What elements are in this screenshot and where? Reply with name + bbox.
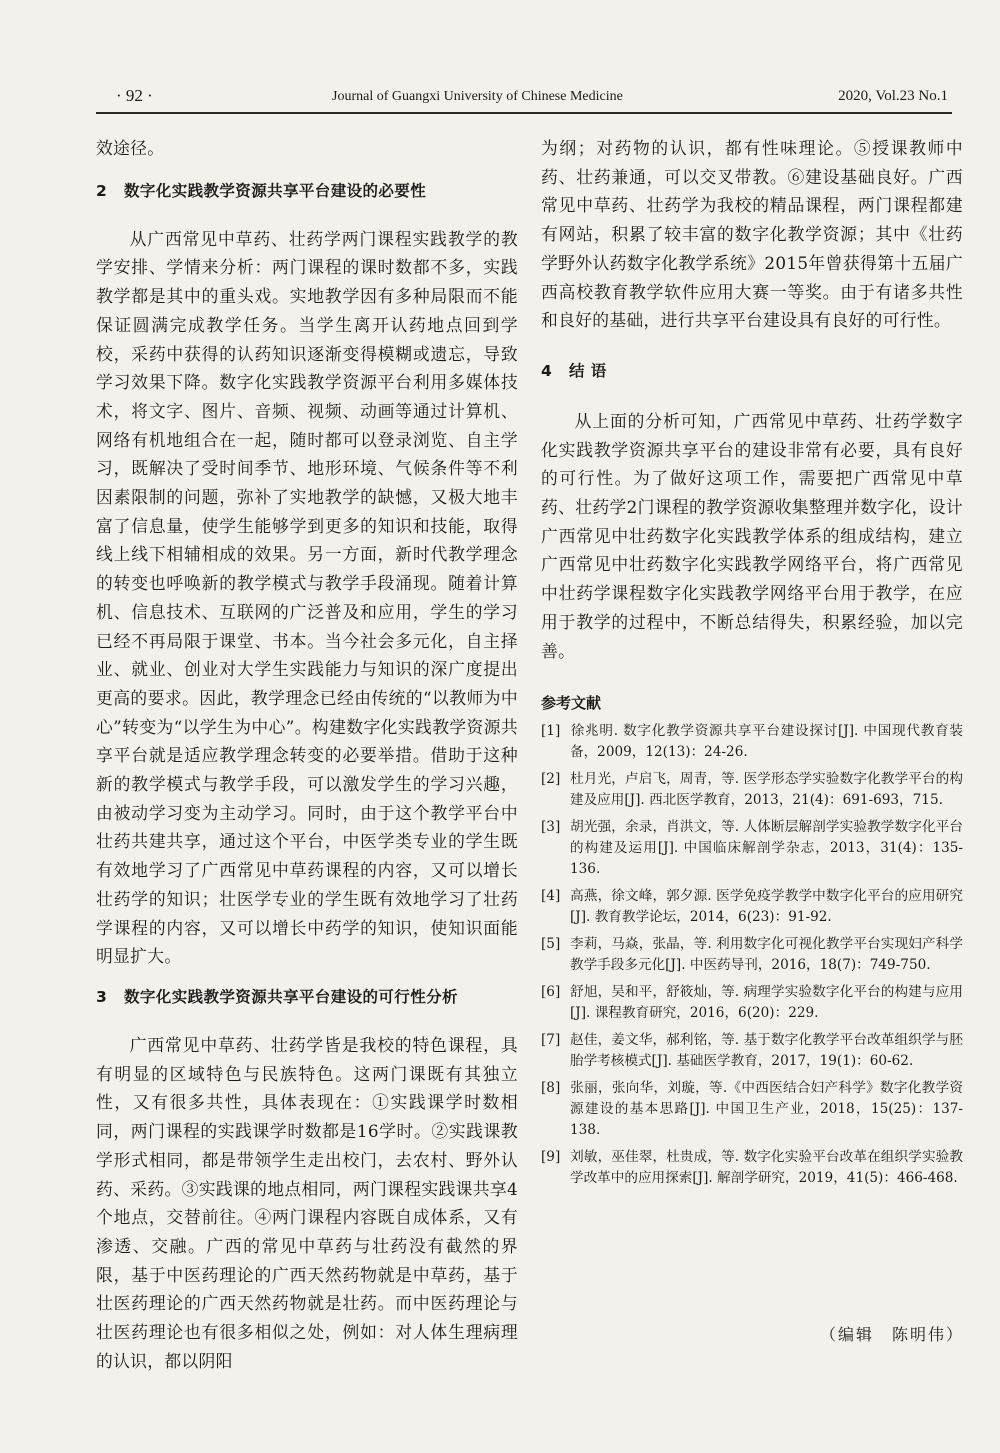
section-4-heading [541,357,963,385]
reference-index: [3] [541,819,561,836]
page-number: · 92 · [116,86,153,105]
section-number: 4 [541,361,553,380]
section-3-paragraph: 广西常见中草药、壮药学皆是我校的特色课程，具有明显的区域特色与民族特色。这两门课既有其独立性，又有很多共性，具体表现在：①实践课学时数相同，两门课程的实践课学时数都是16学时。②实践课教学形式相同，都是带领学生走出校门，去农村、野外认药、采药。③实践课的地点相同，两门课程实践课共享4个地点，交替前往。④两门课程内容既自成体系，又有渗透、交融。广西的常见中草药与壮药没有截然的界限，基于中医药理论的广西天然药物就是中草药，基于壮医药理论的广西天然药物就是壮药。而中医药理论与壮医药理论也有很多相似之处，例如：对人体生理病理的认识，都以阴阳 [96,1034,518,1371]
reference-item [541,982,963,1024]
reference-item [541,721,963,763]
reference-item [541,886,963,928]
section-number: 3 [96,987,108,1006]
issue-info: 2020, Vol.23 No.1 [838,88,948,104]
reference-text: 胡光强，余录，肖洪文，等. 人体断层解剖学实验教学数字化平台的构建及运用[J]. 中国临床解剖学杂志，2013，31(4)：135-136. [570,819,963,878]
intro-tail: 效途径。 [96,138,165,158]
section-number: 2 [96,181,108,200]
reference-text: 赵佳，姜文华，郝利铭，等. 基于数字化教学平台改革组织学与胚胎学考核模式[J]. 基础医学教育，2017，19(1)：60-62. [570,1032,963,1070]
reference-index: [5] [541,936,561,953]
section-title: 结 语 [569,361,607,380]
reference-text: 杜月光，卢启飞，周青，等. 医学形态学实验数字化教学平台的构建及应用[J]. 西北医学教育，2013，21(4)：691-693，715. [570,771,963,809]
right-column [541,134,963,1195]
reference-index: [4] [541,888,561,905]
reference-item [541,817,963,880]
reference-item [541,769,963,811]
editor-note: （编辑 陈明伟） [820,1325,965,1344]
section-4-paragraph: 从上面的分析可知，广西常见中草药、壮药学数字化实践教学资源共享平台的建设非常有必要，具有良好的可行性。为了做好这项工作，需要把广西常见中草药、壮药学2门课程的教学资源收集整理并数字化，设计广西常见中壮药数字化实践教学体系的组成结构，建立广西常见中壮药数字化实践教学网络平台，将广西常见中壮药学课程数字化实践教学网络平台用于教学，在应用于教学的过程中，不断总结得失，积累经验，加以完善。 [541,410,963,661]
reference-item [541,1030,963,1072]
section-title: 数字化实践教学资源共享平台建设的可行性分析 [124,987,458,1006]
reference-text: 徐兆明. 数字化教学资源共享平台建设探讨[J]. 中国现代教育装备，2009，12(13)：24-26. [570,723,963,761]
reference-index: [7] [541,1032,561,1049]
references [541,691,963,1189]
reference-list [541,721,963,1189]
left-column [96,134,518,1375]
reference-text: 高燕，徐文峰，郭夕源. 医学免疫学教学中数字化平台的应用研究[J]. 教育教学论坛，2014，6(23)：91-92. [570,888,963,926]
reference-item [541,934,963,976]
section-3-heading [96,983,518,1011]
section-3-continuation: 为纲；对药物的认识，都有性味理论。⑤授课教师中药、壮药兼通，可以交叉带教。⑥建设基础良好。广西常见中草药、壮药学为我校的精品课程，两门课程都建有网站，积累了较丰富的数字化教学资源；其中《壮药学野外认药数字化教学系统》2015年曾获得第十五届广西高校教育教学软件应用大赛一等奖。由于有诸多共性和良好的基础，进行共享平台建设具有良好的可行性。 [541,138,963,331]
section-2-paragraph: 从广西常见中草药、壮药学两门课程实践教学的教学安排、学情来分析：两门课程的课时数都不多，实践教学都是其中的重头戏。实地教学因有多种局限而不能保证圆满完成教学任务。当学生离开认药地点回到学校，采药中获得的认药知识逐渐变得模糊或遗忘，导致学习效果下降。数字化实践教学资源平台利用多媒体技术，将文字、图片、音频、视频、动画等通过计算机、网络有机地组合在一起，随时都可以登录浏览、自主学习，既解决了受时间季节、地形环境、气候条件等不利因素限制的问题，弥补了实地教学的缺憾，又极大地丰富了信息量，使学生能够学到更多的知识和技能，取得线上线下相辅相成的效果。另一方面，新时代教学理念的转变也呼唤新的教学模式与教学手段涌现。随着计算机、信息技术、互联网的广泛普及和应用，学生的学习已经不再局限于课堂、书本。当今社会多元化，自主择业、就业、创业对大学生实践能力与知识的深广度提出更高的要求。因此，教学理念已经由传统的“以教师为中心”转变为“以学生为中心”。构建数字化实践教学资源共享平台就是适应教学理念转变的必要举措。借助于这种新的教学模式与教学手段，可以激发学生的学习兴趣，由被动学习变为主动学习。同时，由于这个教学平台中壮药共建共享，通过这个平台，中医学类专业的学生既有效地学习了广西常见中草药课程的内容，又可以增长壮药学的知识；壮医学专业的学生既有效地学习了壮药学课程的内容，又可以增长中药学的知识，使知识面能明显扩大。 [96,228,518,967]
reference-text: 舒旭，吴和平，舒筱灿，等. 病理学实验数字化平台的构建与应用[J]. 课程教育研究，2016，6(20)：229. [570,984,963,1022]
journal-name: Journal of Guangxi University of Chinese Medicine [332,89,623,104]
reference-item [541,1147,963,1189]
reference-item [541,1078,963,1141]
page-header [96,84,952,114]
reference-index: [2] [541,771,561,788]
reference-index: [6] [541,984,561,1001]
reference-text: 李莉，马焱，张晶，等. 利用数字化可视化教学平台实现妇产科学教学手段多元化[J]. 中医药导刊，2016，18(7)：749-750. [570,936,963,974]
reference-index: [8] [541,1080,561,1097]
section-title: 数字化实践教学资源共享平台建设的必要性 [124,181,427,200]
references-title: 参考文献 [541,694,602,713]
reference-text: 刘敏，巫佳翠，杜贵成，等. 数字化实验平台改革在组织学实验教学改革中的应用探索[J]. 解剖学研究，2019，41(5)：466-468. [570,1149,963,1187]
reference-index: [1] [541,723,561,740]
section-2-heading [96,177,518,205]
reference-text: 张丽，张向华，刘璇，等.《中西医结合妇产科学》数字化教学资源建设的基本思路[J]. 中国卫生产业，2018，15(25)：137-138. [570,1080,963,1139]
reference-index: [9] [541,1149,561,1166]
